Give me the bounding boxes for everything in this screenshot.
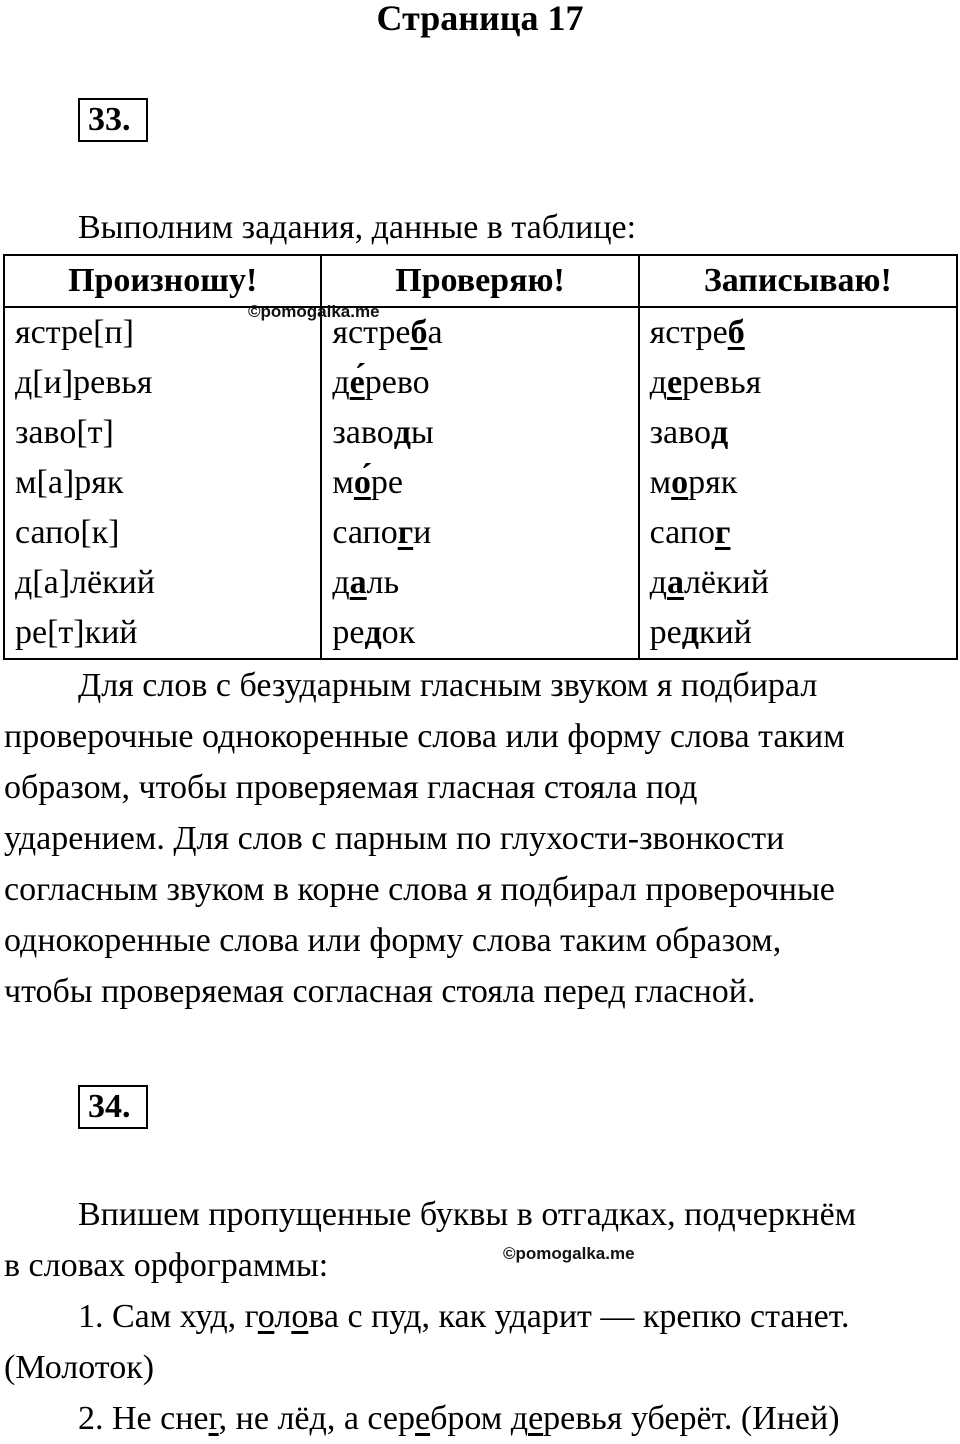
text-segment: ястре[п] bbox=[15, 314, 134, 351]
cell-check bbox=[321, 558, 638, 608]
text-segment: и bbox=[413, 514, 432, 551]
text-segment: сапо[к] bbox=[15, 514, 120, 551]
riddle-1-text bbox=[78, 1298, 850, 1335]
underlined-letter: г bbox=[208, 1400, 219, 1437]
underlined-letter: о bbox=[257, 1298, 275, 1335]
highlighted-letter: д bbox=[710, 414, 729, 451]
cell-check bbox=[321, 408, 638, 458]
text-segment: ревья bbox=[682, 364, 762, 401]
riddle-1 bbox=[4, 1291, 950, 1342]
cell-check bbox=[321, 608, 638, 659]
explanation-line: Для слов с безударным гласным звуком я подбирал bbox=[78, 667, 818, 704]
page-title: Страница 17 bbox=[376, 0, 584, 38]
table-row bbox=[4, 358, 957, 408]
text-segment: д bbox=[332, 364, 350, 401]
explanation-line: согласным звуком в корне слова я подбирал проверочные bbox=[4, 871, 835, 908]
highlighted-letter: а bbox=[666, 564, 684, 601]
explanation-line: ударением. Для слов с парным по глухости-звонкости bbox=[4, 820, 785, 857]
underlined-letter: д bbox=[309, 1400, 327, 1437]
text-segment: 1. Сам ху bbox=[78, 1298, 211, 1335]
text-segment: м bbox=[649, 464, 672, 501]
header-check: Проверяю! bbox=[321, 255, 638, 307]
text-segment: ревья уберёт. (Иней) bbox=[543, 1400, 840, 1437]
highlighted-letter: б bbox=[727, 314, 745, 351]
cell-write bbox=[639, 508, 957, 558]
task-number-34: 34. bbox=[78, 1085, 148, 1129]
underlined-letter: о bbox=[291, 1298, 309, 1335]
task33-intro: Выполним задания, данные в таблице: bbox=[78, 209, 637, 246]
task34-intro-line2: в словах орфограммы: bbox=[4, 1247, 329, 1284]
highlighted-letter: д bbox=[364, 614, 382, 651]
task-number-33: 33. bbox=[78, 98, 148, 142]
table-row bbox=[4, 307, 957, 358]
watermark: ©pomogalka.me bbox=[248, 302, 380, 321]
cell-write bbox=[639, 558, 957, 608]
highlighted-letter: г bbox=[714, 514, 731, 551]
table-header-row bbox=[4, 255, 957, 307]
cell-check bbox=[321, 358, 638, 408]
text-segment: ре bbox=[649, 614, 682, 651]
text-segment: ре bbox=[370, 464, 403, 501]
text-segment: , г bbox=[227, 1298, 258, 1335]
underlined-letter: д bbox=[210, 1298, 228, 1335]
text-segment: лёкий bbox=[683, 564, 769, 601]
text-segment: ль bbox=[366, 564, 400, 601]
explanation-line: образом, чтобы проверяемая гласная стояла под bbox=[4, 769, 698, 806]
table-row bbox=[4, 508, 957, 558]
text-segment: ва с пу bbox=[308, 1298, 405, 1335]
table-row bbox=[4, 608, 957, 659]
text-segment: а bbox=[427, 314, 443, 351]
text-segment: , а сер bbox=[326, 1400, 415, 1437]
text-segment: , как ударит — крепко станет. bbox=[421, 1298, 850, 1335]
text-segment: , не лё bbox=[218, 1400, 310, 1437]
highlighted-letter: д bbox=[681, 614, 699, 651]
riddle-2-text bbox=[78, 1400, 840, 1437]
text-segment: ястре bbox=[332, 314, 411, 351]
text-segment: 2. Не сне bbox=[78, 1400, 209, 1437]
text-segment: д bbox=[649, 364, 667, 401]
text-segment: ы bbox=[410, 414, 434, 451]
cell-write bbox=[639, 358, 957, 408]
header-write: Записываю! bbox=[639, 255, 957, 307]
text-segment: заво[т] bbox=[15, 414, 114, 451]
highlighted-letter: а bbox=[349, 564, 367, 601]
text-segment: д bbox=[649, 564, 667, 601]
cell-write bbox=[639, 458, 957, 508]
text-segment: м bbox=[332, 464, 354, 501]
underlined-letter: е bbox=[528, 1400, 544, 1437]
text-segment: ястре bbox=[649, 314, 728, 351]
highlighted-letter: г bbox=[397, 514, 414, 551]
highlighted-letter: о́ bbox=[353, 464, 371, 501]
text-segment: д[и]ревья bbox=[15, 364, 153, 401]
table-row bbox=[4, 408, 957, 458]
underlined-letter: д bbox=[404, 1298, 422, 1335]
cell-pronounce bbox=[4, 508, 321, 558]
text-segment: сапо bbox=[332, 514, 398, 551]
highlighted-letter: д bbox=[393, 414, 411, 451]
spelling-table bbox=[3, 254, 958, 660]
underlined-letter: е bbox=[415, 1400, 431, 1437]
highlighted-letter: е́ bbox=[349, 364, 365, 401]
cell-check bbox=[321, 458, 638, 508]
cell-pronounce bbox=[4, 558, 321, 608]
cell-pronounce bbox=[4, 408, 321, 458]
riddle-2 bbox=[4, 1393, 950, 1444]
cell-pronounce bbox=[4, 358, 321, 408]
cell-pronounce bbox=[4, 458, 321, 508]
text-segment: рево bbox=[364, 364, 430, 401]
text-segment: м[а]ряк bbox=[15, 464, 124, 501]
cell-pronounce bbox=[4, 608, 321, 659]
text-segment: сапо bbox=[649, 514, 715, 551]
text-segment: кий bbox=[698, 614, 752, 651]
text-segment: ряк bbox=[688, 464, 738, 501]
text-segment: ок bbox=[381, 614, 416, 651]
cell-write bbox=[639, 608, 957, 659]
riddle-1-answer: (Молоток) bbox=[4, 1349, 155, 1386]
table-body bbox=[4, 307, 957, 659]
highlighted-letter: е bbox=[666, 364, 683, 401]
text-segment: д[а]лёкий bbox=[15, 564, 156, 601]
cell-write bbox=[639, 307, 957, 358]
explanation-line: однокоренные слова или форму слова таким образом, bbox=[4, 922, 782, 959]
header-pronounce: Произношу! bbox=[4, 255, 321, 307]
explanation-line: проверочные однокоренные слова или форму слова таким bbox=[4, 718, 845, 755]
watermark: ©pomogalka.me bbox=[503, 1244, 635, 1263]
text-segment: заво bbox=[332, 414, 394, 451]
text-segment: бром д bbox=[430, 1400, 529, 1437]
cell-write bbox=[639, 408, 957, 458]
table-row bbox=[4, 458, 957, 508]
highlighted-letter: о bbox=[671, 464, 689, 501]
text-segment: ре[т]кий bbox=[15, 614, 138, 651]
cell-check bbox=[321, 508, 638, 558]
text-segment: заво bbox=[649, 414, 711, 451]
text-segment: д bbox=[332, 564, 350, 601]
text-segment: л bbox=[274, 1298, 292, 1335]
table-row bbox=[4, 558, 957, 608]
text-segment: ре bbox=[332, 614, 365, 651]
explanation-line: чтобы проверяемая согласная стояла перед гласной. bbox=[4, 973, 756, 1010]
task34-intro-line1: Впишем пропущенные буквы в отгадках, подчеркнём bbox=[78, 1196, 857, 1233]
highlighted-letter: б bbox=[410, 314, 428, 351]
